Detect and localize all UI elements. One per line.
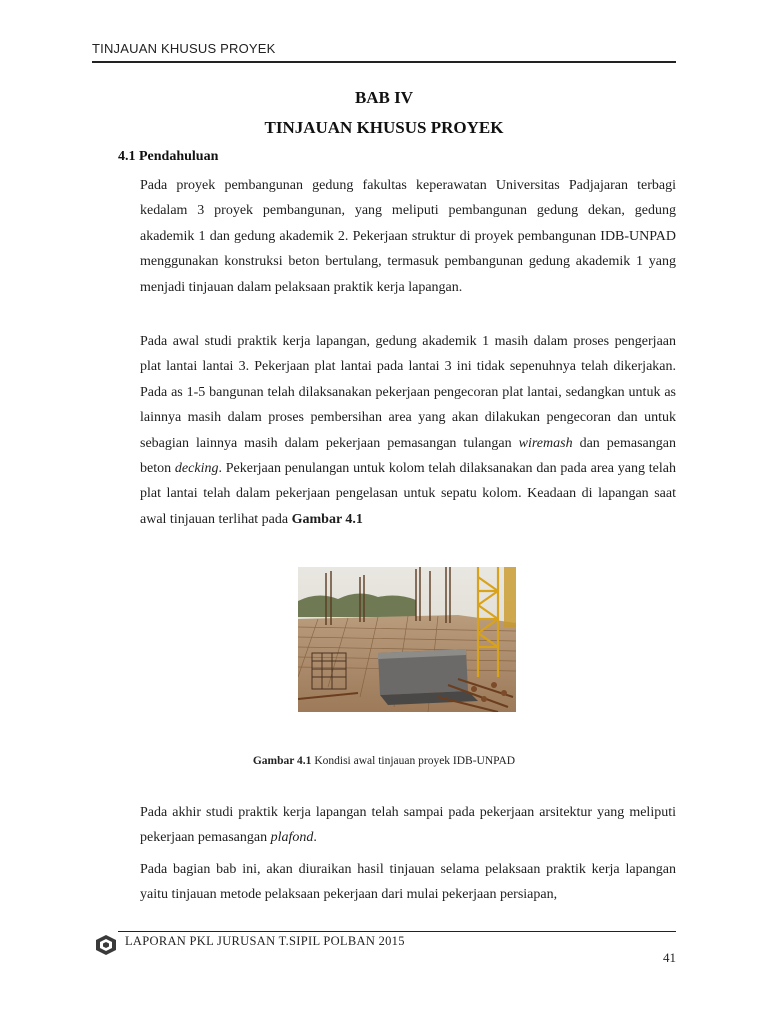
footer-text: LAPORAN PKL JURUSAN T.SIPIL POLBAN 2015 (125, 934, 405, 948)
paragraph-2-term-decking: decking (174, 461, 219, 477)
paragraph-3-term-plafond: plafond (270, 830, 314, 846)
paragraph-2-text: Pada awal studi praktik kerja lapangan, gedung akademik 1 masih dalam proses pengerjaan plat lantai lantai 3. Pekerjaan plat lantai pada lantai 3 ini tidak sepenuhnya telah dikerjakan. Pada as 1-5 bangunan telah dilaksanakan pekerjaan pengecoran plat lantai, sedangkan untuk as lainnya masih dalam proses pembersihan area yang akan dilakukan pengecoran dan untuk sebagian lainnya masih dalam pekerjaan pemasangan tulangan (140, 334, 676, 451)
header-rule (92, 61, 676, 63)
paragraph-2 (140, 329, 676, 532)
section-heading: 4.1 Pendahuluan (118, 149, 219, 164)
figure-reference: Gambar 4.1 (291, 511, 363, 527)
paragraph-3-text: . (313, 830, 317, 846)
paragraph-3 (140, 800, 676, 851)
chapter-number: BAB IV (354, 88, 414, 107)
footer-rule (118, 931, 676, 932)
figure-caption (92, 755, 676, 767)
chapter-title: TINJAUAN KHUSUS PROYEK (264, 118, 504, 137)
paragraph-4: Pada bagian bab ini, akan diuraikan hasil tinjauan selama pelaksaan praktik kerja lapangan yaitu tinjauan metode pelaksaan pekerjaan dari mulai pekerjaan persiapan, (140, 862, 676, 903)
paragraph-2-term-wiremash: wiremash (518, 435, 573, 451)
paragraph-1: Pada proyek pembangunan gedung fakultas keperawatan Universitas Padjajaran terbagi kedalam 3 proyek pembangunan, yang meliputi pembangunan gedung dekan, gedung akademik 1 dan gedung akademik 2. Pekerjaan struktur di proyek pembangunan IDB-UNPAD menggunakan konstruksi beton bertulang, termasuk pembangunan gedung akademik 1 yang menjadi tinjauan dalam pelaksaan praktik kerja lapangan. (140, 178, 676, 295)
running-header: TINJAUAN KHUSUS PROYEK (92, 41, 276, 56)
construction-site-photo (298, 567, 516, 712)
paragraph-3-text: Pada akhir studi praktik kerja lapangan telah sampai pada pekerjaan arsitektur yang meliputi pekerjaan pemasangan (140, 805, 676, 846)
polban-logo-icon (94, 934, 118, 956)
figure-caption-text: Kondisi awal tinjauan proyek IDB-UNPAD (311, 755, 516, 767)
paragraph-2-text: dan pemasangan beton (140, 435, 676, 477)
paragraph-2-text: . Pekerjaan penulangan untuk kolom telah dilaksanakan dan pada area yang telah plat lantai telah dalam pekerjaan pengelasan untuk sepatu kolom. Keadaan di lapangan saat awal tinjauan terlihat pada (140, 461, 676, 527)
page-number: 41 (663, 950, 676, 965)
figure-caption-label: Gambar 4.1 (252, 755, 312, 767)
